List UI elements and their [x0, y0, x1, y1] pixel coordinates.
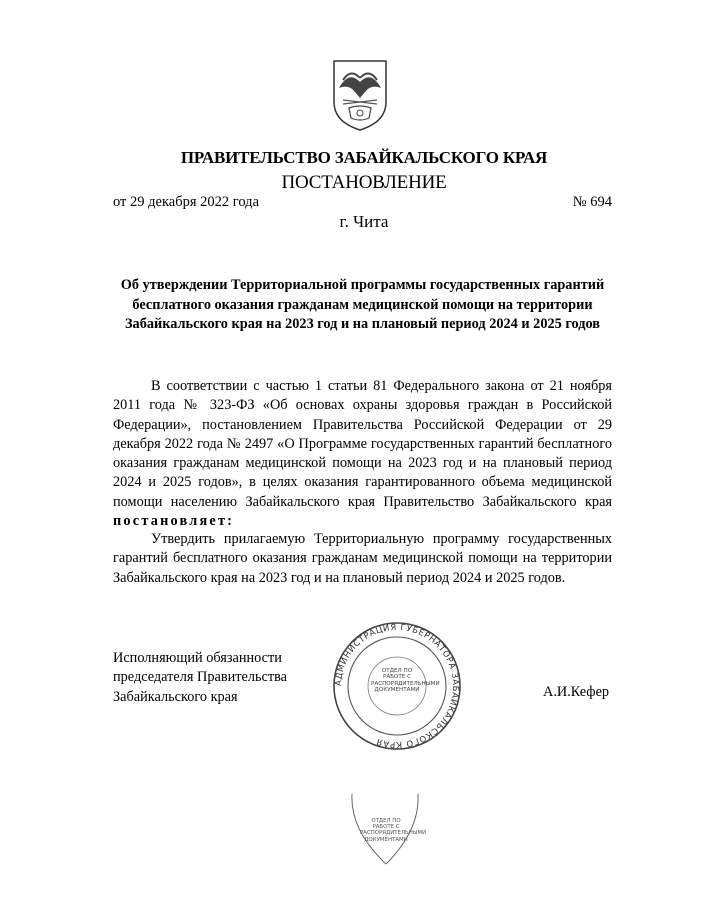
stamp-inner-text: ОТДЕЛ ПО РАБОТЕ С РАСПОРЯДИТЕЛЬНЫМИ ДОКУМЕНТАМИ	[371, 668, 440, 694]
signer-position	[113, 649, 287, 707]
body-paragraph-resolution: Утвердить прилагаемую Территориальную программу государственных гарантий бесплатного оказания гражданам медицинской помощи на территории Забайкальского края на 2023 год и на плановый период 2024 и 2025 годов.	[113, 531, 612, 586]
document-number: № 694	[572, 194, 612, 210]
preamble-text: В соответствии с частью 1 статьи 81 Федерального закона от 21 ноября 2011 года № 323-ФЗ «Об основах охраны здоровья граждан в Российской Федерации», постановлением Правительства Российской Федерации от 29 декабря 2022 года № 2497 «О Программе государственных гарантий бесплатного оказания гражданам медицинской помощи на 2023 год и на плановый период 2024 и 2025 годов», в целях оказания гарантированного объема медицинской помощи населению Забайкальского края Правительство Забайкальского края	[113, 378, 612, 510]
body-paragraph-preamble	[113, 377, 612, 531]
signer-position-line: Исполняющий обязанности	[113, 650, 282, 666]
government-name: ПРАВИТЕЛЬСТВО ЗАБАЙКАЛЬСКОГО КРАЯ	[180, 148, 548, 167]
stamp-outer-text: АДМИНИСТРАЦИЯ ГУБЕРНАТОРА ЗАБАЙКАЛЬСКОГО КРАЯ	[333, 622, 461, 750]
signer-position-line: председателя Правительства	[113, 669, 288, 686]
signer-position-line: Забайкальского края	[113, 688, 238, 705]
document-date: от 29 декабря 2022 года	[113, 194, 259, 210]
official-seal-icon	[331, 620, 463, 752]
document-type: ПОСТАНОВЛЕНИЕ	[281, 172, 447, 193]
stamp-tail-icon	[346, 790, 427, 870]
stamp-tail-text: ОТДЕЛ ПО РАБОТЕ С РАСПОРЯДИТЕЛЬНЫМИ ДОКУМЕНТАМИ	[360, 818, 427, 843]
decree-word: постановляет:	[113, 513, 235, 530]
document-city: г. Чита	[339, 212, 389, 231]
coat-of-arms-icon	[331, 58, 389, 132]
document-title: Об утверждении Территориальной программы государственных гарантий бесплатного оказания гражданам медицинской помощи на территории Забайкальского края на 2023 год и на плановый период 2024 и 2025 годов	[120, 277, 605, 332]
signer-name: А.И.Кефер	[543, 684, 610, 700]
